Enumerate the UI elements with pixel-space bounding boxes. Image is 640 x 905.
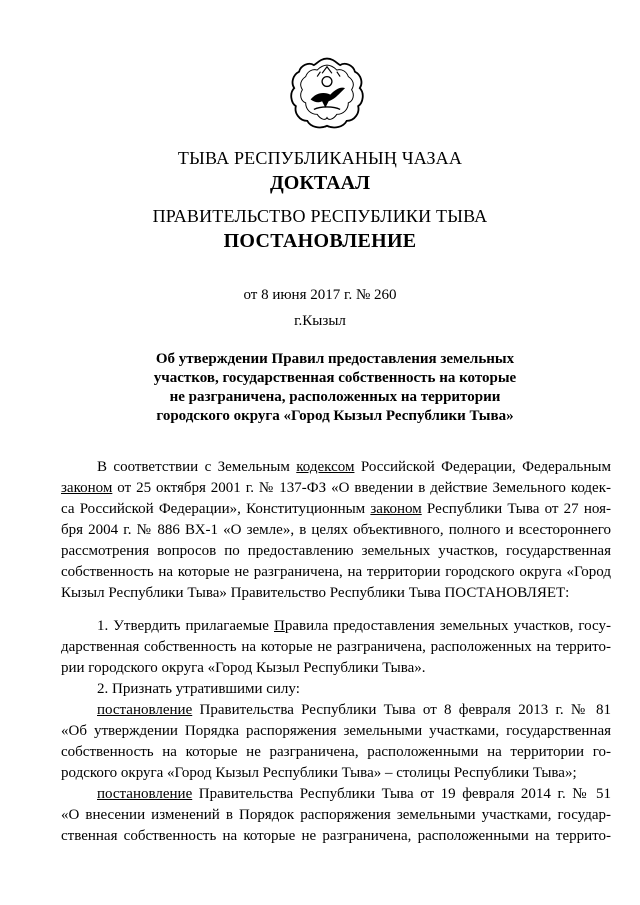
text-line: собственность на которые не разграничена, расположенными на территории го- bbox=[61, 744, 611, 760]
title-line: не разграничена, расположенных на территории bbox=[169, 389, 501, 405]
header-doktaal: ДОКТААЛ bbox=[270, 172, 370, 194]
tuva-emblem-icon bbox=[286, 52, 368, 134]
text-line: 1. Утвердить прилагаемые Правила предоставления земельных участков, госу- bbox=[97, 618, 611, 634]
text-line: «О внесении изменений в Порядок распоряжения земельными участками, государ- bbox=[61, 807, 611, 823]
title-line: Об утверждении Правил предоставления земельных bbox=[155, 351, 515, 367]
text-line: постановление Правительства Республики Тыва от 19 февраля 2014 г. № 51 bbox=[97, 786, 611, 802]
header-government-russian: ПРАВИТЕЛЬСТВО РЕСПУБЛИКИ ТЫВА bbox=[152, 206, 488, 226]
title-line: участков, государственная собственность на которые bbox=[153, 370, 517, 386]
text-line: са Российской Федерации», Конституционным законом Республики Тыва от 27 ноя- bbox=[61, 501, 611, 517]
preamble-paragraph bbox=[61, 457, 611, 604]
text-line: законом от 25 октября 2001 г. № 137-ФЗ «О введении в действие Земельного кодек- bbox=[61, 480, 611, 496]
federal-law-link[interactable]: законом bbox=[61, 480, 113, 496]
text-line: родского округа «Город Кызыл Республики Тыва» – столицы Республики Тыва»; bbox=[61, 765, 577, 781]
paragraph-gap bbox=[61, 604, 611, 616]
text-line: 2. Признать утратившими силу: bbox=[97, 681, 300, 697]
text-line: ственная собственность на которые не разграничена, расположенными на террито- bbox=[61, 828, 611, 844]
text-line: Кызыл Республики Тыва» Правительство Республики Тыва ПОСТАНОВЛЯЕТ: bbox=[61, 585, 570, 601]
document-city: г.Кызыл bbox=[294, 313, 346, 329]
rules-link[interactable]: П bbox=[273, 618, 285, 634]
resolution-link-2013[interactable]: постановление bbox=[97, 702, 193, 718]
codex-link[interactable]: кодексом bbox=[296, 459, 355, 475]
text-line: бря 2004 г. № 886 ВХ-1 «О земле», в целях объективного, полного и всестороннего bbox=[61, 522, 611, 538]
text-line: постановление Правительства Республики Тыва от 8 февраля 2013 г. № 81 bbox=[97, 702, 611, 718]
title-line: городского округа «Город Кызыл Республики Тыва» bbox=[156, 408, 514, 424]
text-line: рассмотрения вопросов по предоставлению земельных участков, государственная bbox=[61, 543, 611, 559]
document-type-heading: ПОСТАНОВЛЕНИЕ bbox=[223, 230, 417, 252]
text-line: «Об утверждении Порядка распоряжения земельными участками, государственная bbox=[61, 723, 611, 739]
text-line: собственность на которые не разграничена, на территории городского округа «Город bbox=[61, 564, 611, 580]
text-line: В соответствии с Земельным кодексом Российской Федерации, Федеральным bbox=[97, 459, 611, 475]
header-tuva-government: ТЫВА РЕСПУБЛИКАНЫҢ ЧАЗАА bbox=[177, 148, 463, 168]
item-2-paragraph bbox=[61, 679, 611, 847]
constitutional-law-link[interactable]: законом bbox=[370, 501, 422, 517]
document-title bbox=[80, 350, 590, 426]
text-line: рии городского округа «Город Кызыл Республики Тыва». bbox=[61, 660, 426, 676]
document-date-number: от 8 июня 2017 г. № 260 bbox=[243, 287, 397, 303]
document-body bbox=[61, 457, 611, 847]
resolution-link-2014[interactable]: постановление bbox=[97, 786, 193, 802]
text-line: дарственная собственность на которые не разграничена, расположенных на террито- bbox=[61, 639, 611, 655]
item-1-paragraph bbox=[61, 616, 611, 679]
